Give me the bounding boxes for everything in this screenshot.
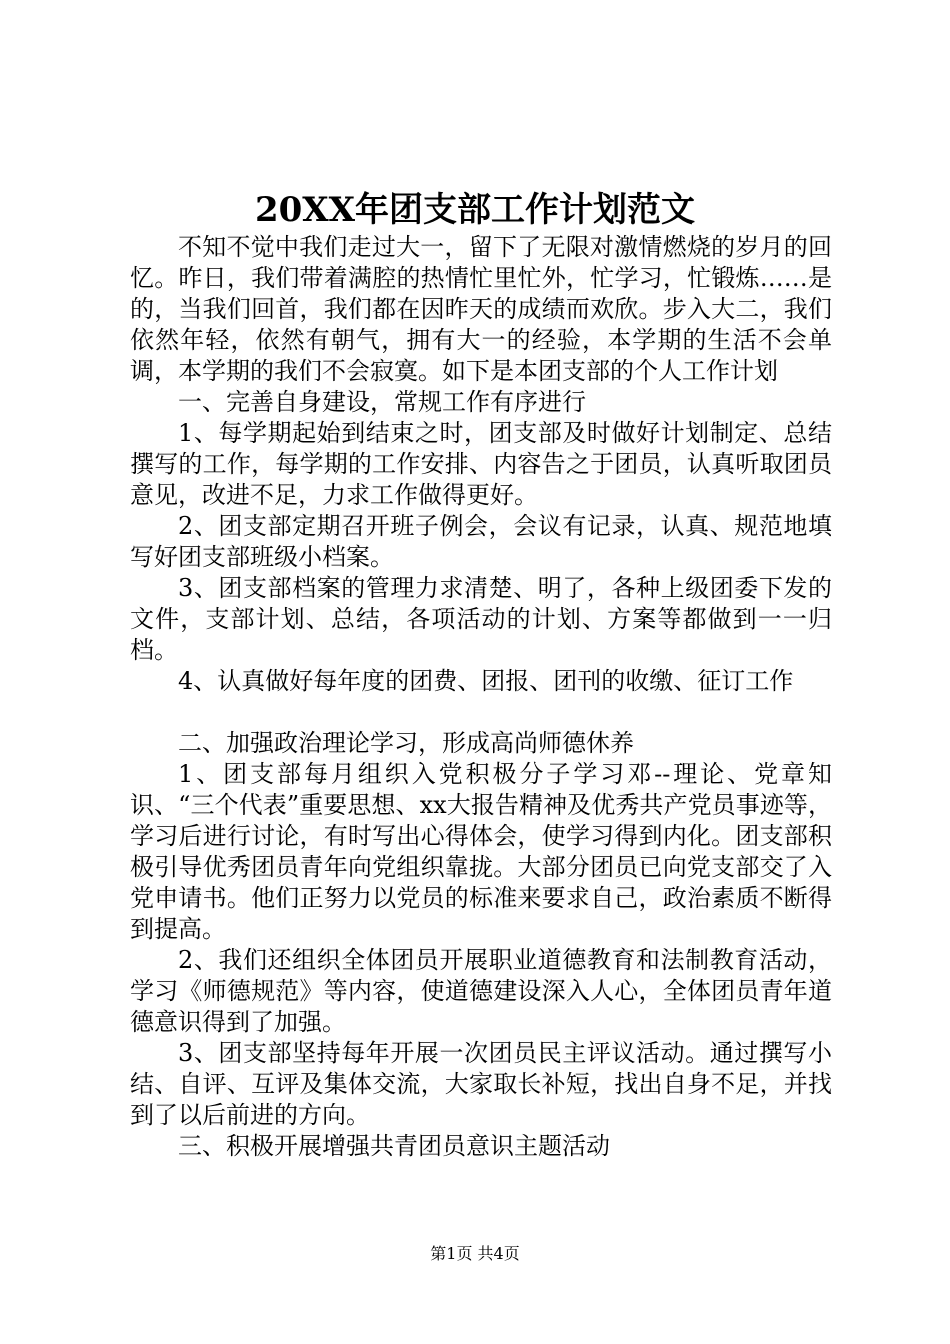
section-1-item-1: 1、每学期起始到结束之时，团支部及时做好计划制定、总结撰写的工作，每学期的工作安排、内容告之于团员，认真听取团员意见，改进不足，力求工作做得更好。 — [130, 419, 832, 509]
section-heading-1: 一、完善自身建设，常规工作有序进行 — [178, 388, 586, 416]
section-1-item-3: 3、团支部档案的管理力求清楚、明了，各种上级团委下发的文件，支部计划、总结，各项活动的计划、方案等都做到一一归档。 — [130, 574, 832, 664]
paragraph-spacer — [130, 697, 832, 728]
section-1-item-4: 4、认真做好每年度的团费、团报、团刊的收缴、征订工作 — [178, 667, 794, 695]
document-body — [130, 232, 832, 1162]
section-heading-3: 三、积极开展增强共青团员意识主题活动 — [178, 1132, 610, 1160]
page-number-footer: 第1页 共4页 — [430, 1244, 520, 1263]
document-title: 20XX年团支部工作计划范文 — [254, 190, 696, 230]
section-heading-2: 二、加强政治理论学习，形成高尚师德休养 — [178, 729, 634, 757]
section-2-item-1: 1、团支部每月组织入党积极分子学习邓--理论、党章知识、“三个代表”重要思想、xx大报告精神及优秀共产党员事迹等，学习后进行讨论，有时写出心得体会，使学习得到内化。团支部积极引导优秀团员青年向党组织靠拢。大部分团员已向党支部交了入党申请书。他们正努力以党员的标准来要求自己，政治素质不断得到提高。 — [130, 760, 832, 943]
section-1-item-2: 2、团支部定期召开班子例会，会议有记录，认真、规范地填写好团支部班级小档案。 — [130, 512, 832, 571]
section-2-item-3: 3、团支部坚持每年开展一次团员民主评议活动。通过撰写小结、自评、互评及集体交流，大家取长补短，找出自身不足，并找到了以后前进的方向。 — [130, 1039, 832, 1129]
section-2-item-2: 2、我们还组织全体团员开展职业道德教育和法制教育活动，学习《师德规范》等内容，使道德建设深入人心，全体团员青年道德意识得到了加强。 — [130, 946, 832, 1036]
intro-paragraph: 不知不觉中我们走过大一，留下了无限对激情燃烧的岁月的回忆。昨日，我们带着满腔的热情忙里忙外，忙学习，忙锻炼……是的，当我们回首，我们都在因昨天的成绩而欢欣。步入大二，我们依然年轻，依然有朝气，拥有大一的经验，本学期的生活不会单调，本学期的我们不会寂寞。如下是本团支部的个人工作计划 — [130, 233, 832, 385]
